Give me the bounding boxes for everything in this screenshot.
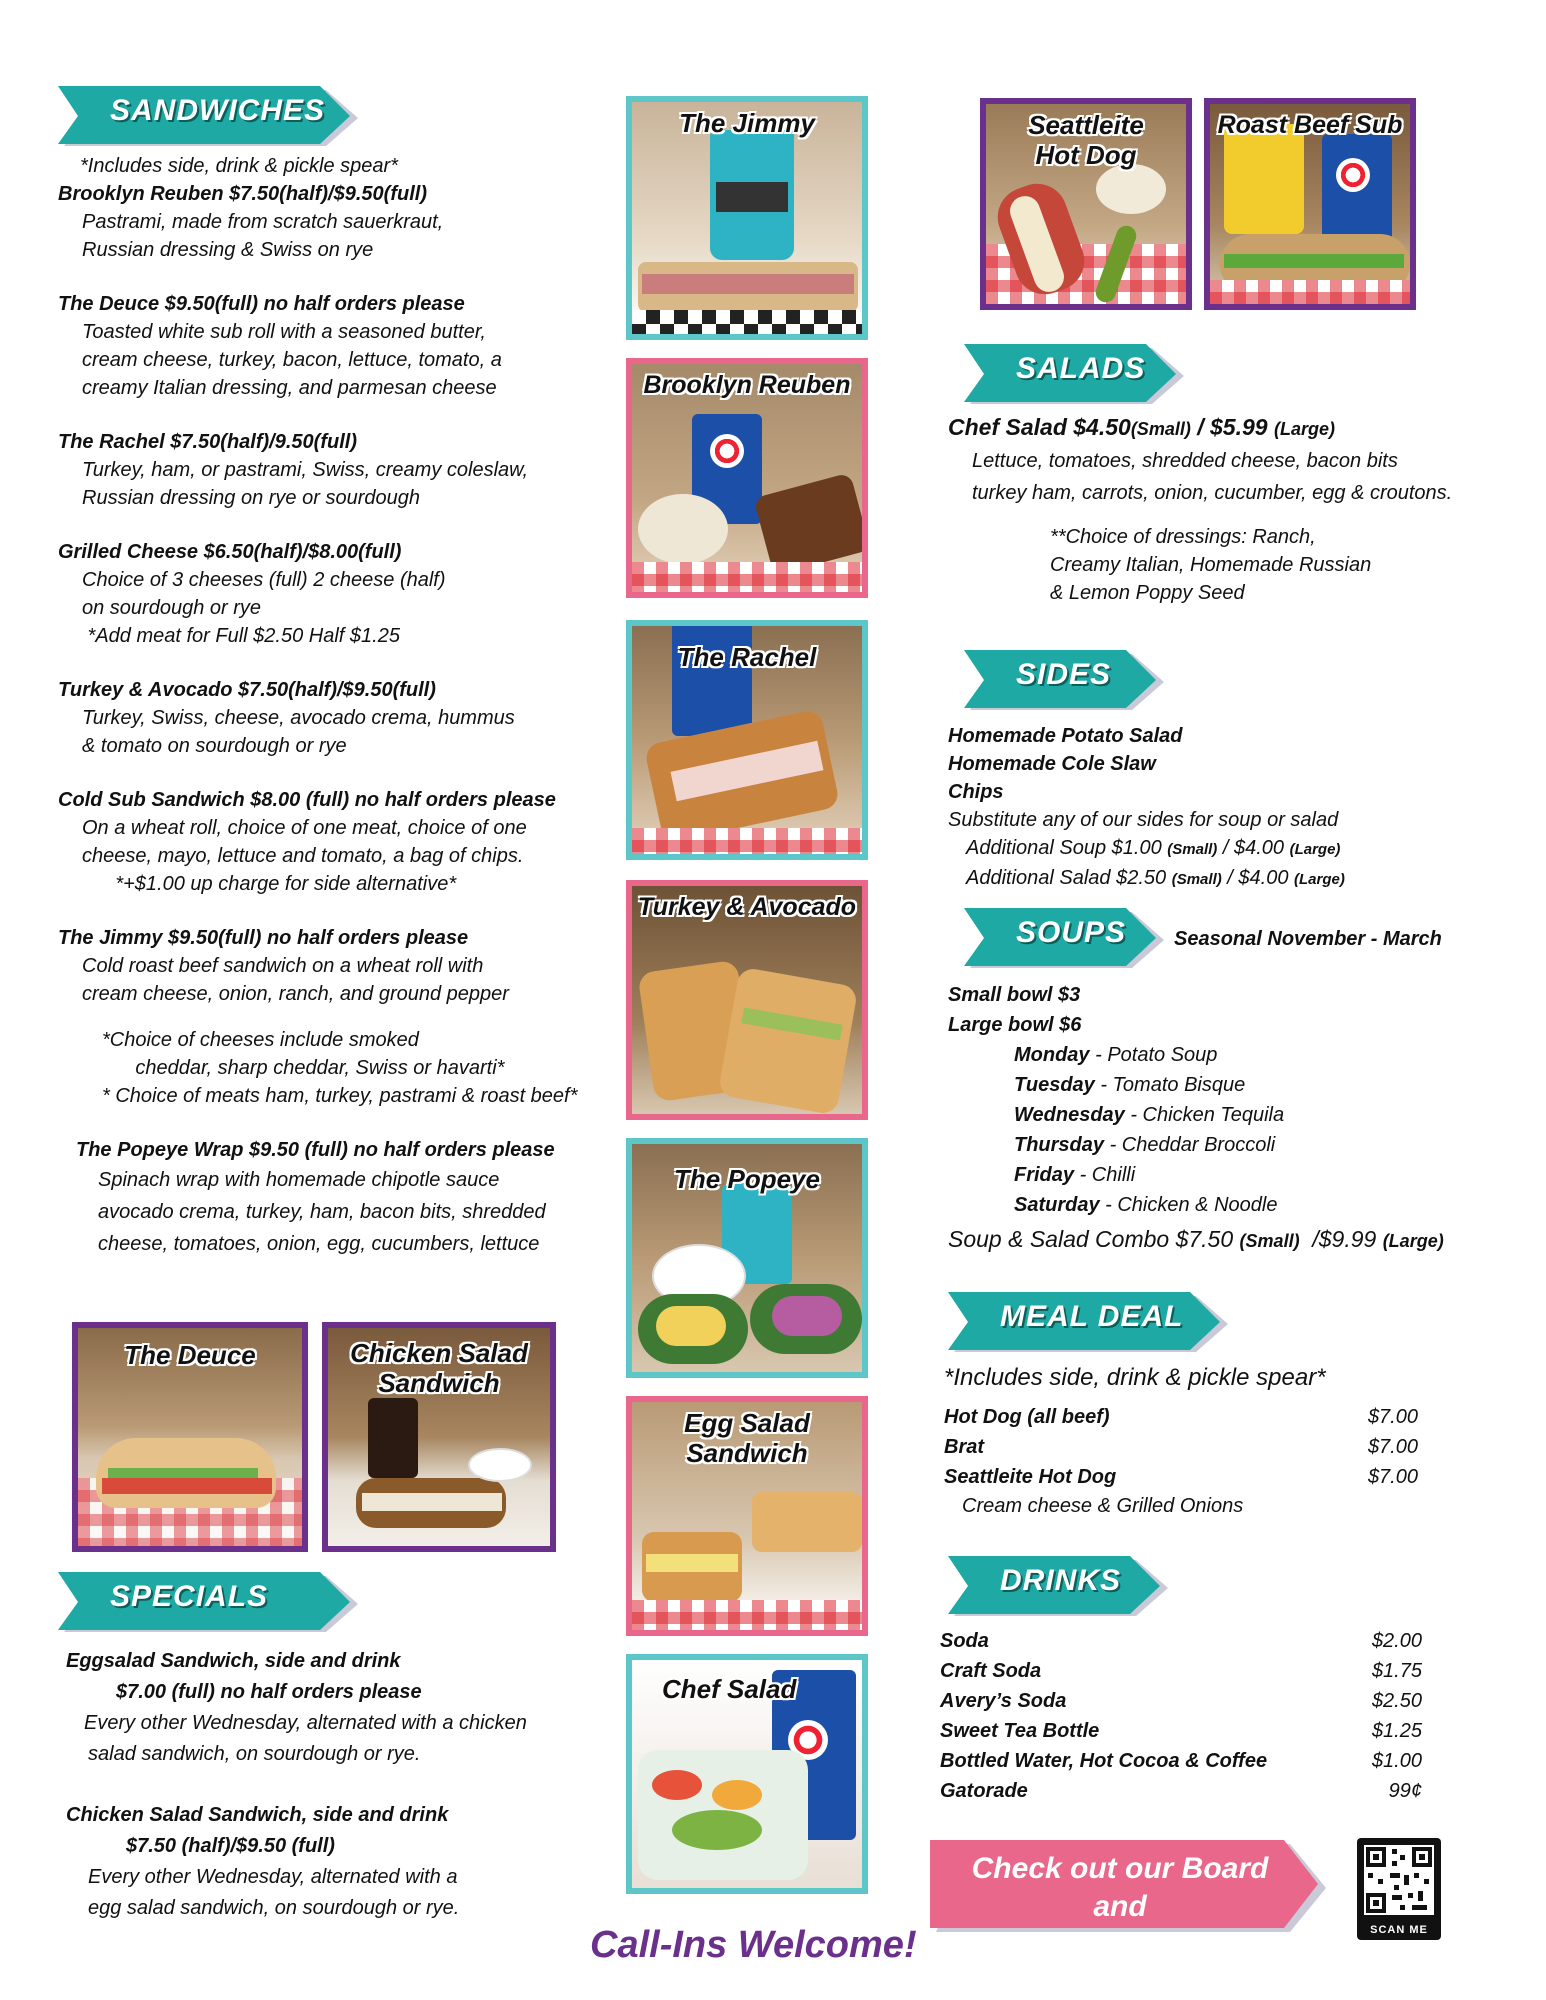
sandwich-title: Turkey & Avocado $7.50(half)/$9.50(full) (58, 679, 436, 701)
sandwich-desc-line: Russian dressing & Swiss on rye (82, 239, 374, 261)
photo-chef-salad (626, 1654, 868, 1894)
sandwich-title: Grilled Cheese $6.50(half)/$8.00(full) (58, 541, 402, 563)
photo-caption: Seattleite Hot Dog (1028, 110, 1144, 170)
sandwiches-note: *Includes side, drink & pickle spear* (80, 155, 398, 177)
call-ins-welcome: Call-Ins Welcome! (590, 1924, 917, 1966)
size-large: (Large) (1294, 871, 1345, 888)
sandwich-title: The Rachel $7.50(half)/9.50(full) (58, 431, 357, 453)
size-large: (Large) (1273, 419, 1335, 439)
combo-text: Soup & Salad Combo $7.50 (948, 1226, 1240, 1252)
drink-price: $1.75 (1371, 1660, 1422, 1682)
meal-price: $7.00 (1367, 1406, 1418, 1428)
choice-line: * Choice of meats ham, turkey, pastrami & roast beef* (102, 1085, 578, 1107)
drink-row (940, 1686, 1422, 1716)
sandwich-desc-line: Cold roast beef sandwich on a wheat roll with (82, 955, 484, 977)
sandwich-desc-line: Choice of 3 cheeses (full) 2 cheese (half) (82, 569, 446, 591)
soups-title: SOUPS (1016, 916, 1127, 949)
sandwich-title: Cold Sub Sandwich $8.00 (full) no half orders please (58, 789, 556, 811)
drink-row (940, 1716, 1422, 1746)
soup-day-row (1014, 1130, 1508, 1160)
price-sep: / $4.00 (1221, 867, 1295, 889)
meal-deal-title: MEAL DEAL (1000, 1300, 1184, 1333)
special-line: Every other Wednesday, alternated with a chicken (84, 1712, 527, 1734)
sandwich-desc-line: *+$1.00 up charge for side alternative* (82, 873, 457, 895)
photo-caption: Turkey & Avocado (637, 893, 857, 921)
soup-salad-combo (948, 1226, 1508, 1253)
sandwiches-section (58, 86, 598, 1260)
drink-name: Craft Soda (940, 1660, 1042, 1682)
meal-price: $7.00 (1367, 1436, 1418, 1458)
promo-line: Facebook for specials! (957, 1928, 1283, 1961)
salad-line: Lettuce, tomatoes, shredded cheese, bacon bits (972, 450, 1398, 472)
sandwich-item (58, 180, 598, 264)
sandwiches-title: SANDWICHES (110, 94, 326, 127)
sandwich-desc-line: Russian dressing on rye or sourdough (82, 487, 420, 509)
drink-price: $2.50 (1371, 1690, 1422, 1712)
dressing-line: Creamy Italian, Homemade Russian (1050, 554, 1372, 576)
photo-the-rachel (626, 620, 868, 860)
price-sep: / $4.00 (1217, 837, 1290, 859)
meal-deal-banner (948, 1292, 1424, 1350)
drinks-title: DRINKS (1000, 1564, 1122, 1597)
drink-price: $2.00 (1371, 1630, 1422, 1652)
soup-day: Saturday (1014, 1194, 1100, 1216)
sandwich-title: The Jimmy $9.50(full) no half orders please (58, 927, 469, 949)
meal-row (944, 1462, 1418, 1492)
drinks-banner (948, 1556, 1420, 1614)
soup-day-row (1014, 1070, 1508, 1100)
sandwich-desc-line: & tomato on sourdough or rye (82, 735, 347, 757)
side-item: Chips (948, 781, 1004, 803)
salads-title: SALADS (1016, 352, 1146, 385)
soup-day: Friday (1014, 1164, 1075, 1186)
meal-name: Seattleite Hot Dog (944, 1466, 1117, 1488)
sandwich-desc-line: Toasted white sub roll with a seasoned butter, (82, 321, 486, 343)
special-item (58, 1646, 598, 1770)
sandwich-item (58, 290, 598, 402)
sandwich-item (58, 676, 598, 760)
special-line: Every other Wednesday, alternated with a (88, 1866, 458, 1888)
soups-season: Seasonal November - March (1174, 928, 1442, 950)
meal-name: Brat (944, 1436, 985, 1458)
photo-turkey-avocado (626, 880, 868, 1120)
drink-row (940, 1656, 1422, 1686)
drink-price: $1.25 (1371, 1720, 1422, 1742)
soup-day-row (1014, 1160, 1508, 1190)
size-small: (Small) (1239, 1231, 1300, 1251)
qr-icon (1364, 1845, 1434, 1915)
meal-row (944, 1432, 1418, 1462)
sandwich-item (58, 786, 598, 898)
drink-row (940, 1746, 1422, 1776)
salads-section (948, 344, 1508, 607)
special-title: Chicken Salad Sandwich, side and drink (66, 1804, 449, 1826)
salads-banner (964, 344, 1508, 402)
sandwich-title: The Deuce $9.50(full) no half orders please (58, 293, 465, 315)
sandwich-item (58, 428, 598, 512)
additional-soup (948, 834, 1508, 864)
qr-label: SCAN ME (1370, 1924, 1428, 1936)
soups-section (948, 908, 1508, 1253)
special-line: salad sandwich, on sourdough or rye. (88, 1743, 421, 1765)
sandwich-desc-line: Turkey, Swiss, cheese, avocado crema, hummus (82, 707, 515, 729)
sides-banner (964, 650, 1508, 708)
meal-row (944, 1402, 1418, 1432)
promo-banner (930, 1838, 1330, 1961)
popeye-line: Spinach wrap with homemade chipotle sauce (98, 1169, 500, 1191)
photo-caption: Egg Salad Sandwich (684, 1408, 810, 1468)
sandwich-desc-line: on sourdough or rye (82, 597, 262, 619)
drink-name: Bottled Water, Hot Cocoa & Coffee (940, 1750, 1268, 1772)
photo-the-deuce (72, 1322, 308, 1552)
soup-name: - Tomato Bisque (1094, 1074, 1246, 1096)
soup-day: Wednesday (1014, 1104, 1125, 1126)
salad-line: turkey ham, carrots, onion, cucumber, egg & croutons. (972, 482, 1453, 504)
drink-price: $1.00 (1371, 1750, 1422, 1772)
sandwich-desc-line: Pastrami, made from scratch sauerkraut, (82, 211, 444, 233)
photo-seattleite-hot-dog (980, 98, 1192, 310)
sandwich-desc-line: cream cheese, onion, ranch, and ground pepper (82, 983, 509, 1005)
size-small: (Small) (1130, 419, 1191, 439)
photo-the-jimmy (626, 96, 868, 340)
drink-list (940, 1626, 1422, 1806)
drinks-section (940, 1556, 1420, 1806)
sandwich-desc-line: On a wheat roll, choice of one meat, choice of one (82, 817, 527, 839)
meal-deal-sub: Cream cheese & Grilled Onions (962, 1495, 1244, 1517)
sandwich-desc-line: creamy Italian dressing, and parmesan cheese (82, 377, 497, 399)
drink-name: Avery’s Soda (940, 1690, 1067, 1712)
specials-banner (58, 1572, 598, 1630)
photo-the-popeye (626, 1138, 868, 1378)
sides-title: SIDES (1016, 658, 1112, 691)
drink-row (940, 1626, 1422, 1656)
dressing-line: **Choice of dressings: Ranch, (1050, 526, 1316, 548)
side-item: Homemade Potato Salad (948, 725, 1183, 747)
sandwich-desc-line: cream cheese, turkey, bacon, lettuce, tomato, a (82, 349, 502, 371)
special-line: egg salad sandwich, on sourdough or rye. (88, 1897, 460, 1919)
sandwich-desc-line: Turkey, ham, or pastrami, Swiss, creamy coleslaw, (82, 459, 529, 481)
photo-chicken-salad-sandwich (322, 1322, 556, 1552)
specials-section (58, 1572, 598, 1924)
choice-line: cheddar, sharp cheddar, Swiss or havarti* (102, 1057, 505, 1079)
drink-name: Soda (940, 1630, 989, 1652)
side-item: Homemade Cole Slaw (948, 753, 1156, 775)
special-price: $7.00 (full) no half orders please (116, 1681, 422, 1703)
soup-day-row (1014, 1100, 1508, 1130)
sandwich-item (58, 924, 598, 1008)
additional-salad (948, 864, 1508, 894)
popeye-title: The Popeye Wrap $9.50 (full) no half orders please (76, 1139, 555, 1161)
soup-name: - Potato Soup (1089, 1044, 1218, 1066)
soup-name: - Chicken Tequila (1124, 1104, 1285, 1126)
special-price: $7.50 (half)/$9.50 (full) (126, 1835, 335, 1857)
soup-day-row (1014, 1190, 1508, 1220)
sandwich-desc-line: *Add meat for Full $2.50 Half $1.25 (82, 625, 400, 647)
drink-name: Gatorade (940, 1780, 1028, 1802)
soup-bowl: Small bowl $3 (948, 984, 1081, 1006)
popeye-line: avocado crema, turkey, ham, bacon bits, shredded (98, 1201, 546, 1223)
sandwich-item (58, 538, 598, 650)
price-sep: / $5.99 (1190, 414, 1274, 440)
sides-substitute: Substitute any of our sides for soup or salad (948, 809, 1339, 831)
photo-caption: The Deuce (124, 1340, 256, 1370)
special-item (58, 1800, 598, 1924)
qr-pattern (1364, 1845, 1434, 1915)
meal-name: Hot Dog (all beef) (944, 1406, 1110, 1428)
meal-list (944, 1402, 1418, 1492)
photo-caption: The Jimmy (679, 108, 815, 138)
sandwich-desc-line: cheese, mayo, lettuce and tomato, a bag of chips. (82, 845, 524, 867)
size-large: (Large) (1289, 841, 1341, 858)
sandwiches-banner (58, 86, 598, 144)
photo-egg-salad-sandwich (626, 1396, 868, 1636)
soup-name: - Chilli (1074, 1164, 1136, 1186)
photo-roast-beef-sub (1204, 98, 1416, 310)
photo-caption: Brooklyn Reuben (643, 371, 851, 399)
soup-day: Tuesday (1014, 1074, 1095, 1096)
meal-price: $7.00 (1367, 1466, 1418, 1488)
size-large: (Large) (1382, 1231, 1444, 1251)
sandwich-list (58, 180, 598, 1008)
additional-soup-text: Additional Soup $1.00 (966, 837, 1168, 859)
photo-caption: The Popeye (674, 1164, 820, 1194)
soup-name: - Cheddar Broccoli (1104, 1134, 1276, 1156)
price-sep: /$9.99 (1299, 1226, 1383, 1252)
drink-price: 99¢ (1388, 1780, 1422, 1802)
soup-days (948, 1040, 1508, 1220)
photo-brooklyn-reuben (626, 358, 868, 598)
additional-salad-text: Additional Salad $2.50 (966, 867, 1172, 889)
chef-salad-headline (948, 414, 1508, 441)
meal-deal-section (944, 1292, 1424, 1520)
photo-caption: Chicken Salad Sandwich (350, 1338, 528, 1398)
size-small: (Small) (1167, 841, 1218, 858)
sandwich-choices (58, 1026, 598, 1110)
photo-caption: The Rachel (677, 642, 817, 672)
soup-bowl: Large bowl $6 (948, 1014, 1082, 1036)
chef-salad-price: Chef Salad $4.50 (948, 414, 1131, 440)
choice-line: *Choice of cheeses include smoked (102, 1029, 419, 1051)
sides-section (948, 650, 1508, 894)
drink-row (940, 1776, 1422, 1806)
soup-name: - Chicken & Noodle (1099, 1194, 1278, 1216)
popeye-line: cheese, tomatoes, onion, egg, cucumbers, lettuce (98, 1233, 540, 1255)
promo-line: Check out our Board and (971, 1852, 1269, 1923)
sandwich-title: Brooklyn Reuben $7.50(half)/$9.50(full) (58, 183, 427, 205)
dressing-line: & Lemon Poppy Seed (1050, 582, 1245, 604)
soup-day-row (1014, 1040, 1508, 1070)
specials-title: SPECIALS (110, 1580, 269, 1613)
soup-day: Thursday (1014, 1134, 1105, 1156)
photo-caption: Roast Beef Sub (1217, 111, 1403, 139)
special-title: Eggsalad Sandwich, side and drink (66, 1650, 401, 1672)
soup-day: Monday (1014, 1044, 1090, 1066)
popeye-item (58, 1136, 598, 1260)
qr-code[interactable] (1357, 1838, 1441, 1940)
size-small: (Small) (1171, 871, 1222, 888)
photo-caption: Chef Salad (662, 1674, 797, 1704)
meal-deal-note: *Includes side, drink & pickle spear* (944, 1364, 1326, 1391)
drink-name: Sweet Tea Bottle (940, 1720, 1100, 1742)
